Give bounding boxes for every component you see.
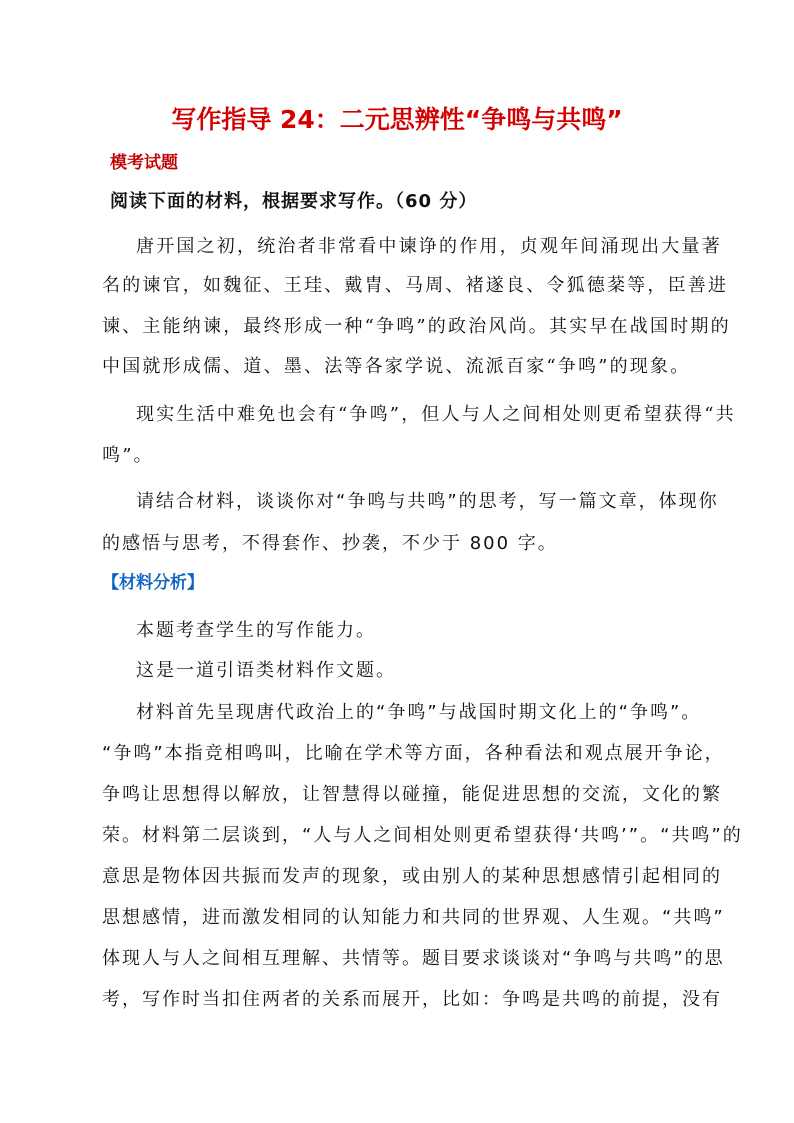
instruction-text: 阅读下面的材料，根据要求写作。（60 分） bbox=[110, 191, 478, 212]
material-line: 中国就形成儒、道、墨、法等各家学说、流派百家“争鸣”的现象。 bbox=[102, 356, 691, 377]
analysis-line: 体现人与人之间相互理解、共情等。题目要求谈谈对“争鸣与共鸣”的思 bbox=[102, 948, 725, 969]
task-line: 请结合材料，谈谈你对“争鸣与共鸣”的思考，写一篇文章，体现你 bbox=[136, 491, 719, 512]
analysis-line: 考，写作时当扣住两者的关系而展开，比如：争鸣是共鸣的前提，没有 bbox=[102, 989, 722, 1010]
material-line: 鸣”。 bbox=[102, 445, 154, 466]
material-line: 谏、主能纳谏，最终形成一种“争鸣”的政治风尚。其实早在战国时期的 bbox=[102, 316, 731, 337]
analysis-line: 争鸣让思想得以解放，让智慧得以碰撞，能促进思想的交流，文化的繁 bbox=[102, 784, 722, 805]
analysis-line: 本题考查学生的写作能力。 bbox=[136, 620, 376, 641]
analysis-line: 这是一道引语类材料作文题。 bbox=[136, 660, 396, 681]
analysis-line: 材料首先呈现唐代政治上的“争鸣”与战国时期文化上的“争鸣”。 bbox=[136, 702, 702, 723]
material-line: 现实生活中难免也会有“争鸣”，但人与人之间相处则更希望获得“共 bbox=[136, 404, 736, 425]
analysis-line: 思想感情，进而激发相同的认知能力和共同的世界观、人生观。“共鸣” bbox=[102, 907, 725, 928]
material-line: 名的谏官，如魏征、王珪、戴胄、马周、褚遂良、令狐德棻等，臣善进 bbox=[102, 275, 729, 296]
analysis-line: “争鸣”本指竞相鸣叫，比喻在学术等方面，各种看法和观点展开争论， bbox=[102, 743, 725, 764]
page-title: 写作指导 24：二元思辨性“争鸣与共鸣” bbox=[171, 105, 623, 134]
analysis-heading: 【材料分析】 bbox=[102, 573, 204, 593]
section-label: 模考试题 bbox=[110, 153, 178, 173]
analysis-line: 荣。材料第二层谈到，“人与人之间相处则更希望获得‘共鸣’”。“共鸣”的 bbox=[102, 825, 743, 846]
analysis-line: 意思是物体因共振而发声的现象，或由别人的某种思想感情引起相同的 bbox=[102, 866, 722, 887]
task-line: 的感悟与思考，不得套作、抄袭，不少于 800 字。 bbox=[102, 533, 558, 554]
material-line: 唐开国之初，统治者非常看中谏诤的作用，贞观年间涌现出大量著 bbox=[136, 236, 722, 257]
